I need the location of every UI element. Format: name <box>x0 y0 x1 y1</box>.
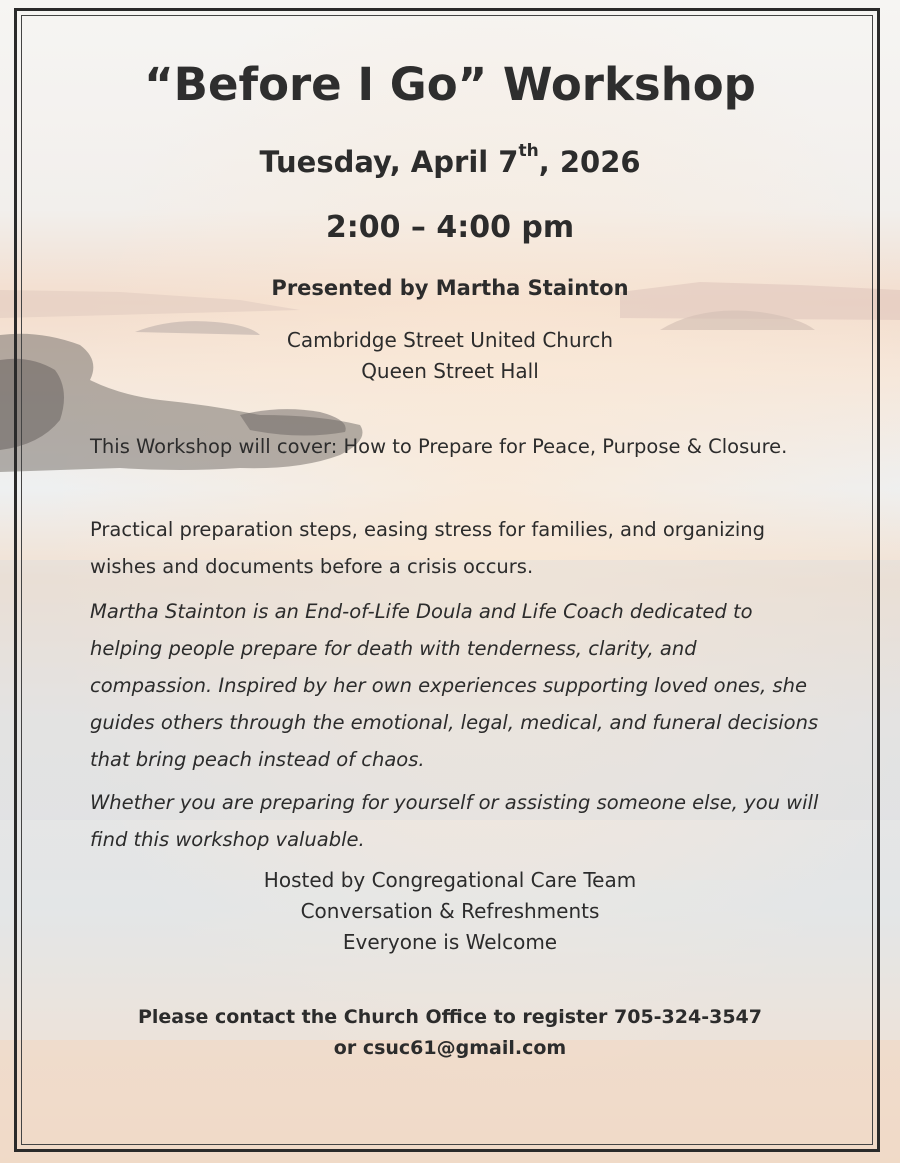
workshop-steps: Practical preparation steps, easing stress for families, and organizing wishes and documents before a crisis occurs. <box>90 518 765 578</box>
date-year: , 2026 <box>538 145 641 179</box>
flyer-title: “Before I Go” Workshop <box>144 58 756 111</box>
venue-hall: Queen Street Hall <box>361 359 539 383</box>
host-refreshments: Conversation & Refreshments <box>300 899 600 923</box>
date-main: Tuesday, April 7 <box>259 145 519 179</box>
contact-info <box>0 1002 900 1064</box>
audience-note: Whether you are preparing for yourself or assisting someone else, you will find this workshop valuable. <box>90 791 819 851</box>
venue <box>0 325 900 387</box>
workshop-coverage: This Workshop will cover: How to Prepare for Peace, Purpose & Closure. <box>90 435 788 458</box>
host-info <box>0 865 900 958</box>
host-team: Hosted by Congregational Care Team <box>263 868 637 892</box>
date-ordinal: th <box>518 141 539 161</box>
venue-church: Cambridge Street United Church <box>286 328 614 352</box>
presenter: Presented by Martha Stainton <box>271 276 629 300</box>
event-date <box>0 141 900 179</box>
contact-email: or csuc61@gmail.com <box>333 1037 567 1059</box>
event-time: 2:00 – 4:00 pm <box>325 210 575 245</box>
contact-phone: Please contact the Church Office to register 705-324-3547 <box>137 1006 762 1028</box>
presenter-bio: Martha Stainton is an End-of-Life Doula and Life Coach dedicated to helping people prepare for death with tenderness, clarity, and compassion. Inspired by her own experiences supporting loved ones, she guides others through the emotional, legal, medical, and funeral decisions that bring peach instead of chaos. <box>90 600 819 771</box>
host-welcome: Everyone is Welcome <box>342 930 558 954</box>
